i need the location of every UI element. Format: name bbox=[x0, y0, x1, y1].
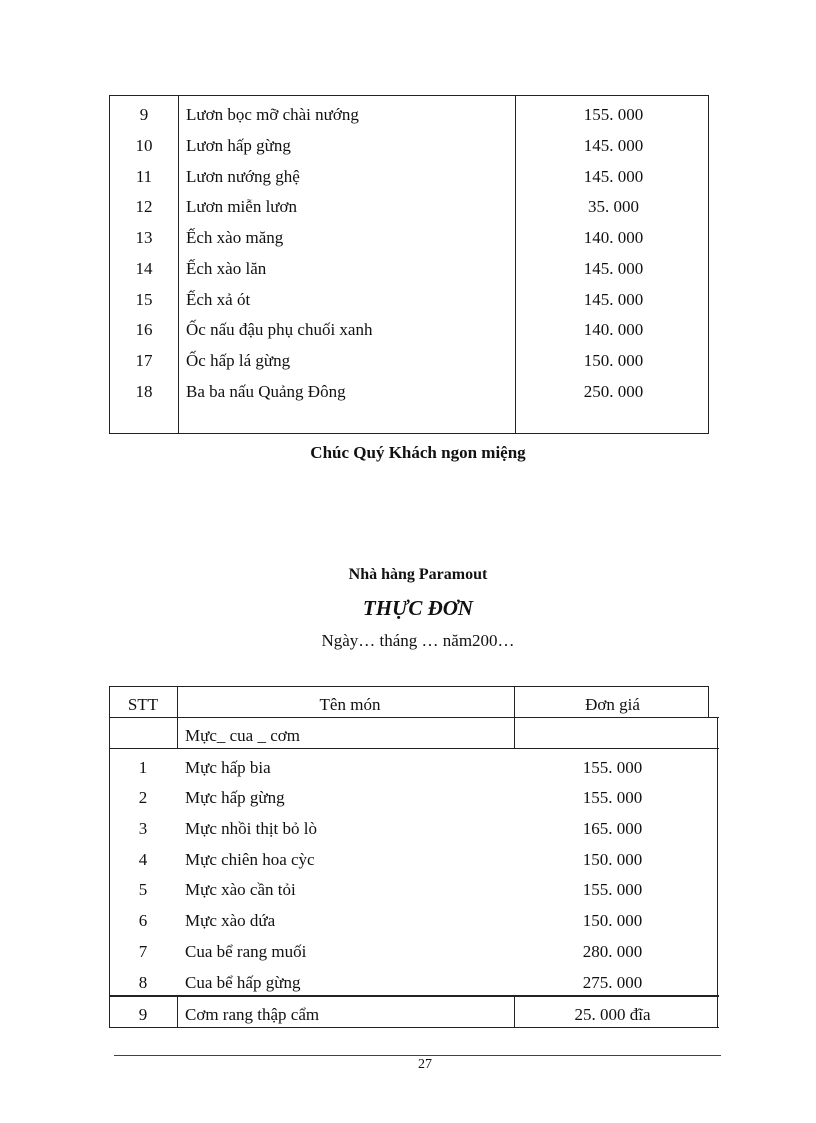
row-number: 11 bbox=[135, 167, 153, 186]
dish-price: 155. 000 bbox=[582, 880, 643, 899]
table-row bbox=[110, 197, 710, 228]
dish-price: 155. 000 bbox=[583, 105, 644, 124]
table-header-row bbox=[109, 695, 719, 725]
row-number: 18 bbox=[135, 382, 153, 401]
dish-name: Cua bể hấp gừng bbox=[185, 973, 301, 992]
dish-name: Mực chiên hoa cỳc bbox=[185, 850, 315, 869]
dish-price: 145. 000 bbox=[583, 290, 644, 309]
dish-name: Cua bể rang muối bbox=[185, 942, 307, 961]
dish-name: Ba ba nấu Quảng Đông bbox=[186, 382, 346, 401]
dish-name: Ếch xả ót bbox=[186, 290, 251, 309]
table-row bbox=[109, 819, 719, 849]
page-number: 27 bbox=[418, 1057, 432, 1072]
table-row bbox=[110, 105, 710, 136]
footer-divider bbox=[114, 1055, 721, 1056]
row-number: 7 bbox=[138, 942, 148, 961]
row-number: 8 bbox=[138, 973, 148, 992]
table-row bbox=[110, 259, 710, 290]
table-row bbox=[109, 942, 719, 972]
dish-price: 150. 000 bbox=[582, 911, 643, 930]
row-number: 3 bbox=[138, 819, 148, 838]
table-row bbox=[109, 788, 719, 818]
dish-price: 155. 000 bbox=[582, 758, 643, 777]
dish-price: 145. 000 bbox=[583, 136, 644, 155]
date-line: Ngày… tháng … năm200… bbox=[321, 631, 515, 650]
dish-name: Mực xào cần tỏi bbox=[185, 880, 296, 899]
dish-price: 165. 000 bbox=[582, 819, 643, 838]
header-stt: STT bbox=[127, 695, 159, 714]
dish-name: Mực xào dứa bbox=[185, 911, 276, 930]
row-number: 17 bbox=[135, 351, 153, 370]
row-number: 9 bbox=[139, 105, 149, 124]
table-row bbox=[109, 911, 719, 941]
dish-name: Mực hấp gừng bbox=[185, 788, 285, 807]
table-row bbox=[109, 973, 719, 1003]
row-number: 15 bbox=[135, 290, 153, 309]
dish-price: 275. 000 bbox=[582, 973, 643, 992]
dish-price: 150. 000 bbox=[582, 850, 643, 869]
dish-name: Lươn miễn lươn bbox=[186, 197, 298, 216]
dish-name: Lươn hấp gừng bbox=[186, 136, 291, 155]
row-number: 13 bbox=[135, 228, 153, 247]
dish-name: Lươn nướng ghệ bbox=[186, 167, 300, 186]
row-number: 5 bbox=[138, 880, 148, 899]
row-number: 1 bbox=[138, 758, 148, 777]
section-row bbox=[109, 726, 719, 756]
row-number: 14 bbox=[135, 259, 153, 278]
dish-price: 145. 000 bbox=[583, 259, 644, 278]
table-row bbox=[110, 167, 710, 198]
dish-name: Ếch xào măng bbox=[186, 228, 284, 247]
dish-price: 145. 000 bbox=[583, 167, 644, 186]
dish-price: 25. 000 đĩa bbox=[574, 1005, 651, 1024]
top-menu-table bbox=[109, 95, 709, 434]
dish-price: 35. 000 bbox=[588, 197, 639, 216]
dish-name: Ốc hấp lá gừng bbox=[186, 351, 291, 370]
row-number: 12 bbox=[135, 197, 153, 216]
table-row bbox=[109, 758, 719, 788]
dish-price: 280. 000 bbox=[582, 942, 643, 961]
row-number: 2 bbox=[138, 788, 148, 807]
dish-name: Mực nhồi thịt bỏ lò bbox=[185, 819, 317, 838]
table-top-border bbox=[109, 686, 709, 687]
table-row bbox=[110, 228, 710, 259]
table-row bbox=[109, 1005, 719, 1035]
table-row bbox=[110, 136, 710, 167]
row-number: 4 bbox=[138, 850, 148, 869]
table-row bbox=[109, 880, 719, 910]
menu-title: THỰC ĐƠN bbox=[362, 596, 474, 620]
table-row bbox=[110, 351, 710, 382]
table-row bbox=[110, 382, 710, 413]
section-label: Mực_ cua _ cơm bbox=[185, 726, 300, 745]
restaurant-name: Nhà hàng Paramout bbox=[348, 566, 488, 583]
closing-message: Chúc Quý Khách ngon miệng bbox=[310, 443, 526, 462]
table-row bbox=[110, 290, 710, 321]
row-number: 6 bbox=[138, 911, 148, 930]
table-row bbox=[110, 320, 710, 351]
row-number: 9 bbox=[138, 1005, 148, 1024]
dish-price: 140. 000 bbox=[583, 228, 644, 247]
header-price: Đơn giá bbox=[585, 695, 640, 714]
header-dish-name: Tên món bbox=[319, 695, 381, 714]
dish-price: 150. 000 bbox=[583, 351, 644, 370]
dish-name: Mực hấp bia bbox=[185, 758, 271, 777]
dish-name: Ếch xào lăn bbox=[186, 259, 267, 278]
dish-name: Ốc nấu đậu phụ chuối xanh bbox=[186, 320, 373, 339]
dish-price: 250. 000 bbox=[583, 382, 644, 401]
dish-name: Lươn bọc mỡ chài nướng bbox=[186, 105, 359, 124]
dish-price: 155. 000 bbox=[582, 788, 643, 807]
dish-name: Cơm rang thập cẩm bbox=[185, 1005, 320, 1024]
dish-price: 140. 000 bbox=[583, 320, 644, 339]
row-number: 16 bbox=[135, 320, 153, 339]
table-row bbox=[109, 850, 719, 880]
row-number: 10 bbox=[135, 136, 153, 155]
